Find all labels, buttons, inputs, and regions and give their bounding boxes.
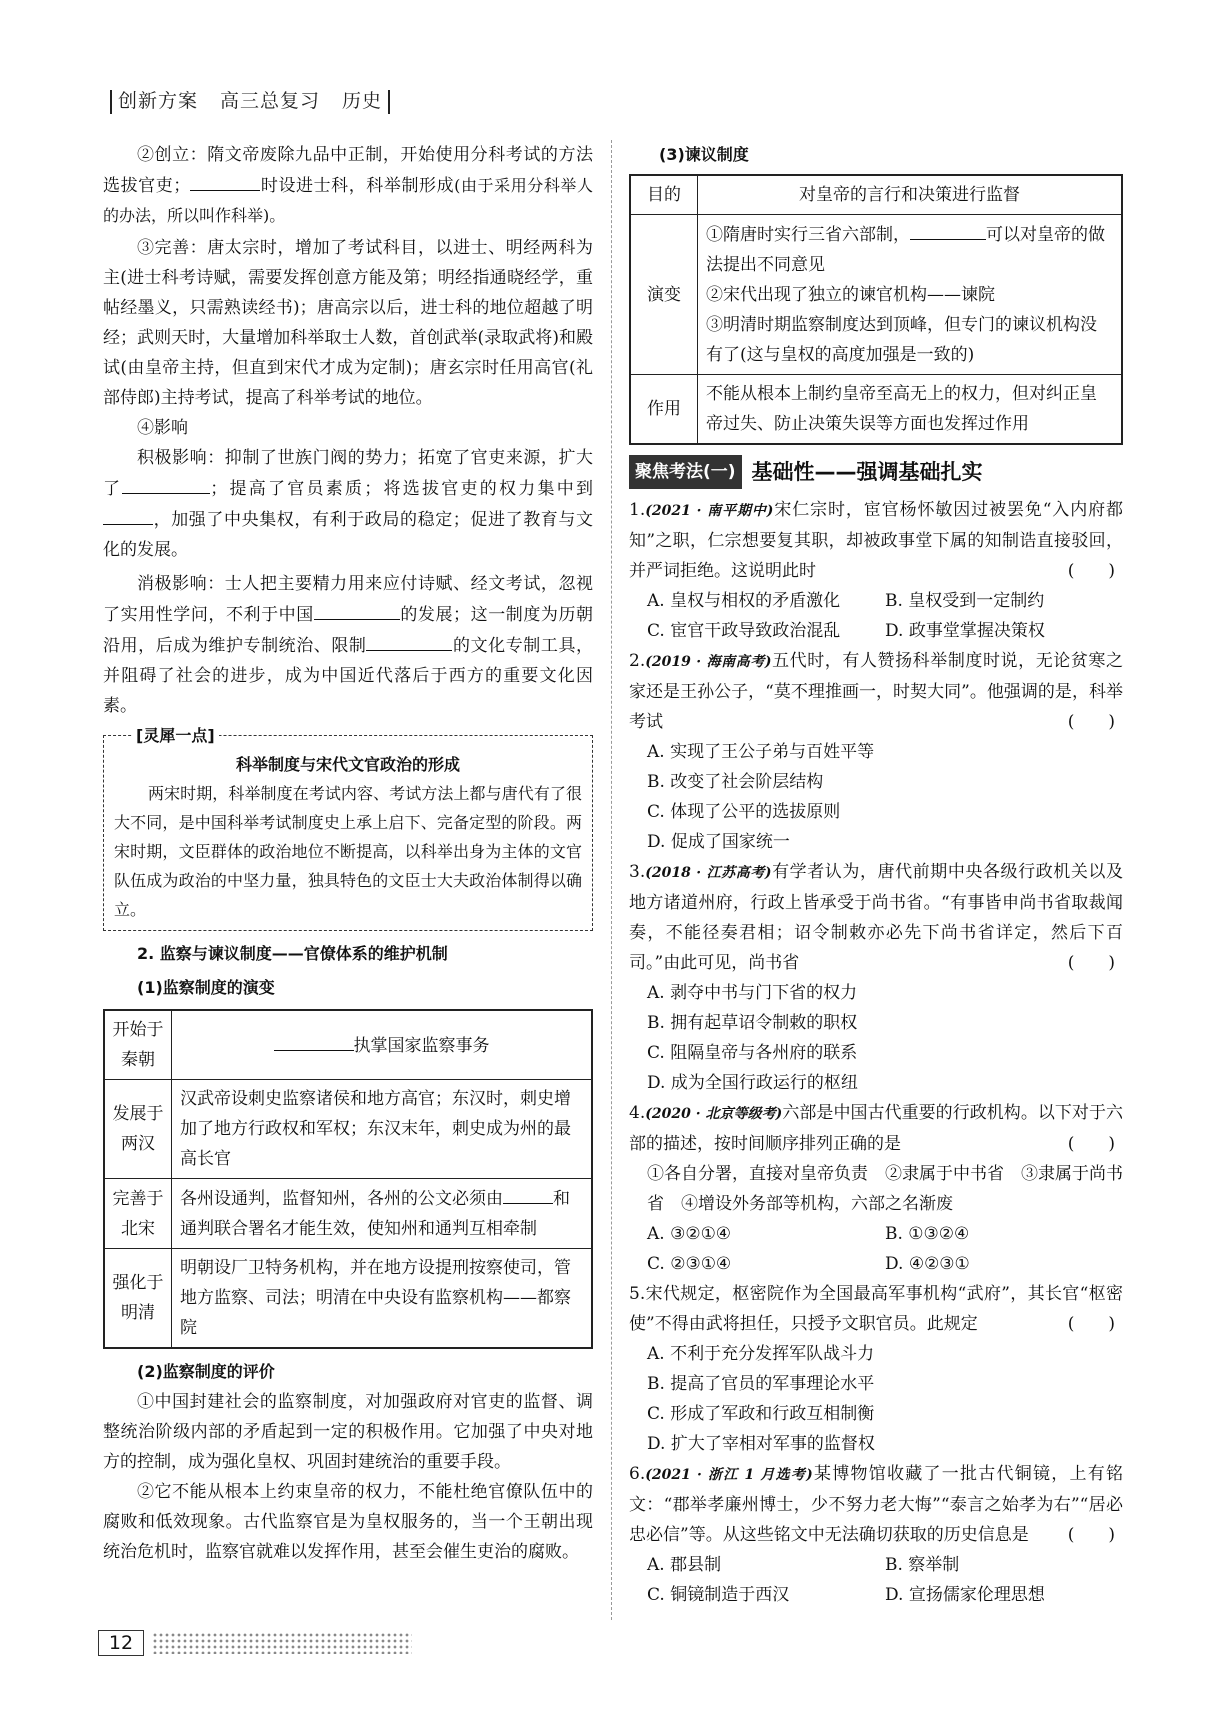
option-a[interactable]: A. 实现了王公子弟与百姓平等 — [647, 742, 875, 762]
header-bar-right — [388, 90, 390, 114]
option-d[interactable]: D. 扩大了宰相对军事的监督权 — [647, 1434, 875, 1454]
row-header: 强化于明清 — [104, 1249, 172, 1349]
question-6: 6.(2021 · 浙江 1 月选考)某博物馆收藏了一批古代铜镜，上有铭文：“郡举孝廉州博士，少不努力老大悔”“泰言之始孝为右”“居必忠必信”等。从这些铭文中无法确切获取的历史信息是 ( ) A. 郡县制 B. 察举制 C. 铜镜制造于西汉 D. 宣扬儒家伦理思想 — [629, 1459, 1123, 1610]
option-a[interactable]: A. ③②①④ — [647, 1224, 732, 1244]
option-b[interactable]: B. 拥有起草诏令制敕的职权 — [647, 1013, 858, 1033]
fill-blank[interactable] — [910, 219, 986, 240]
page-number: 12 — [98, 1630, 144, 1656]
paragraph-create: ②创立：隋文帝废除九品中正制，开始使用分科考试的方法选拔官吏； 时设进士科，科举制形成(由于采用分科举人的办法，所以叫作科举)。 — [103, 145, 593, 225]
table-row — [104, 1080, 592, 1179]
option-a[interactable]: A. 郡县制 — [647, 1555, 722, 1575]
row-header: 演变 — [630, 215, 698, 375]
row-header: 作用 — [630, 375, 698, 445]
row-content: 执掌国家监察事务 — [172, 1010, 593, 1080]
page-footer — [98, 1630, 412, 1656]
answer-paren[interactable]: ( ) — [1067, 561, 1115, 581]
option-a[interactable]: A. 皇权与相权的矛盾激化 — [647, 591, 841, 611]
answer-paren[interactable]: ( ) — [1067, 712, 1115, 732]
fill-blank[interactable] — [190, 170, 260, 191]
evaluation-2: ②它不能从根本上约束皇帝的权力，不能杜绝官僚队伍中的腐败和低效现象。古代监察官是为皇权服务的，当一个王朝出现统治危机时，监察官就难以发挥作用，甚至会催生吏治的腐败。 — [103, 1482, 593, 1562]
tip-title: 科举制度与宋代文官政治的形成 — [235, 755, 460, 774]
option-c[interactable]: C. 形成了军政和行政互相制衡 — [647, 1404, 875, 1424]
table-row — [104, 1179, 592, 1249]
fill-blank[interactable] — [366, 630, 452, 651]
row-header: 目的 — [630, 175, 698, 215]
option-d[interactable]: D. 政事堂掌握决策权 — [885, 621, 1045, 641]
option-d[interactable]: D. 成为全国行政运行的枢纽 — [647, 1073, 858, 1093]
option-b[interactable]: B. 提高了官员的军事理论水平 — [647, 1374, 875, 1394]
option-d[interactable]: D. 促成了国家统一 — [647, 832, 790, 852]
option-c[interactable]: C. 阻隔皇帝与各州府的联系 — [647, 1043, 858, 1063]
fill-blank[interactable] — [314, 599, 400, 620]
row-content: ①隋唐时实行三省六部制， 可以对皇帝的做法提出不同意见 ②宋代出现了独立的谏官机构——谏院 ③明清时期监察制度达到顶峰，但专门的谏议机构没有了(这与皇权的高度加强是一致的) — [698, 215, 1123, 375]
tip-tag: [灵犀一点] — [132, 721, 219, 750]
tip-box — [103, 726, 593, 931]
evaluation-1: ①中国封建社会的监察制度，对加强政府对官吏的监督、调整统治阶级内部的矛盾起到一定的积极作用。它加强了中央对地方的控制，成为强化皇权、巩固封建统治的重要手段。 — [103, 1392, 593, 1472]
answer-paren[interactable]: ( ) — [1067, 1525, 1115, 1545]
option-b[interactable]: B. 察举制 — [885, 1555, 960, 1575]
header-bar-left — [110, 90, 112, 114]
footer-dot-pattern — [152, 1632, 412, 1654]
row-content: 各州设通判，监督知州，各州的公文必须由 和通判联合署名才能生效，使知州和通判互相牵制 — [172, 1179, 593, 1249]
option-b[interactable]: B. 皇权受到一定制约 — [885, 591, 1045, 611]
section-title: 基础性——强调基础扎实 — [751, 460, 983, 484]
row-header: 发展于两汉 — [104, 1080, 172, 1179]
fill-blank[interactable] — [503, 1183, 553, 1204]
question-3: 3.(2018 · 江苏高考)有学者认为，唐代前期中央各级行政机关以及地方诸道州府，行政上皆承受于尚书省。“有事皆申尚书省取裁闻奏，不能径奏君相；诏令制敕亦必先下尚书省详定，然后下百司。”由此可见，尚书省 ( ) A. 剥夺中书与门下省的权力 B. 拥有起草诏令制敕的职权 C. 阻隔皇帝与各州府的联系 D. 成为全国行政运行的枢纽 — [629, 857, 1123, 1098]
section-badge: 聚焦考法(一) — [629, 455, 742, 489]
header-book: 高三总复习 — [220, 90, 321, 112]
section-3-title: (3)谏议制度 — [659, 145, 749, 164]
question-5: 5.宋代规定，枢密院作为全国最高军事机构“武府”，其长官“枢密使”不得由武将担任，只授予文职官员。此规定 ( ) A. 不利于充分发挥军队战斗力 B. 提高了官员的军事理论水平 C. 形成了军政和行政互相制衡 D. 扩大了宰相对军事的监督权 — [629, 1279, 1123, 1459]
question-items: ①各自分署，直接对皇帝负责 ②隶属于中书省 ③隶属于尚书省 ④增设外务部等机构，六部之名渐废 — [647, 1164, 1123, 1214]
table-row — [630, 175, 1122, 215]
option-c[interactable]: C. 铜镜制造于西汉 — [647, 1585, 790, 1605]
paragraph-positive: 积极影响：抑制了世族门阀的势力；拓宽了官吏来源，扩大了 ；提高了官员素质；将选拔官吏的权力集中到，加强了中央集权，有利于政局的稳定；促进了教育与文化的发展。 — [103, 448, 593, 560]
answer-paren[interactable]: ( ) — [1067, 1134, 1115, 1154]
header-brand: 创新方案 — [118, 90, 199, 112]
running-header — [104, 86, 396, 114]
row-header: 完善于北宋 — [104, 1179, 172, 1249]
row-content: 明朝设厂卫特务机构，并在地方设提刑按察使司，管地方监察、司法；明清在中央设有监察机构——都察院 — [172, 1249, 593, 1349]
section-2-1-title: (1)监察制度的演变 — [137, 978, 275, 997]
table-row — [630, 375, 1122, 445]
row-content: 汉武帝设刺史监察诸侯和地方高官；东汉时，刺史增加了地方行政权和军权；东汉末年，刺史成为州的最高长官 — [172, 1080, 593, 1179]
table-row — [104, 1249, 592, 1349]
section-2-2-title: (2)监察制度的评价 — [137, 1362, 275, 1381]
option-b[interactable]: B. ①③②④ — [885, 1224, 970, 1244]
header-subject: 历史 — [342, 90, 383, 112]
fill-blank[interactable] — [122, 473, 210, 494]
paragraph-improve: ③完善：唐太宗时，增加了考试科目，以进士、明经两科为主(进士科考诗赋，需要发挥创意方能及第；明经指通晓经学，重帖经墨义，只需熟读经书)；唐高宗以后，进士科的地位超越了明经；武则天时，大量增加科举取士人数，首创武举(录取武将)和殿试(由皇帝主持，但直到宋代才成为定制)；唐玄宗时任用高官(礼部侍郎)主持考试，提高了科举考试的地位。 — [103, 238, 593, 408]
tip-body: 两宋时期，科举制度在考试内容、考试方法上都与唐代有了很大不同，是中国科举考试制度史上承上启下、完备定型的阶段。两宋时期，文臣群体的政治地位不断提高，以科举出身为主体的文官队伍成为政治的中坚力量，独具特色的文臣士大夫政治体制得以确立。 — [114, 784, 582, 919]
row-content: 不能从根本上制约皇帝至高无上的权力，但对纠正皇帝过失、防止决策失误等方面也发挥过作用 — [698, 375, 1123, 445]
right-column — [629, 140, 1123, 1610]
option-d[interactable]: D. 宣扬儒家伦理思想 — [885, 1585, 1045, 1605]
option-b[interactable]: B. 改变了社会阶层结构 — [647, 772, 824, 792]
section-2-title: 2. 监察与谏议制度——官僚体系的维护机制 — [137, 944, 448, 963]
section-banner — [629, 455, 1123, 489]
answer-paren[interactable]: ( ) — [1067, 1314, 1115, 1334]
row-header: 开始于秦朝 — [104, 1010, 172, 1080]
paragraph-negative: 消极影响：士人把主要精力用来应付诗赋、经文考试，忽视了实用性学问，不利于中国 的发展；这一制度为历朝沿用，后成为维护专制统治、限制 的文化专制工具，并阻碍了社会的进步，成为中国近代落后于西方的重要文化因素。 — [103, 574, 594, 716]
answer-paren[interactable]: ( ) — [1067, 953, 1115, 973]
supervision-table — [103, 1009, 593, 1349]
remonstrance-table — [629, 174, 1123, 445]
table-row — [104, 1010, 592, 1080]
row-content: 对皇帝的言行和决策进行监督 — [698, 175, 1123, 215]
option-c[interactable]: C. 宦官干政导致政治混乱 — [647, 621, 841, 641]
fill-blank[interactable] — [103, 504, 153, 525]
question-4: 4.(2020 · 北京等级考)六部是中国古代重要的行政机构。以下对于六部的描述，按时间顺序排列正确的是 ( ) ①各自分署，直接对皇帝负责 ②隶属于中书省 ③隶属于尚书省 ④增设外务部等机构，六部之名渐废 A. ③②①④ B. ①③②④ C. ②③①④ D. ④②③① — [629, 1098, 1123, 1279]
paragraph-influence-title: ④影响 — [137, 418, 188, 438]
fill-blank[interactable] — [274, 1030, 354, 1051]
option-c[interactable]: C. 体现了公平的选拔原则 — [647, 802, 841, 822]
table-row — [630, 215, 1122, 375]
question-1: 1.(2021 · 南平期中)宋仁宗时，宦官杨怀敏因过被罢免“入内府都知”之职，仁宗想要复其职，却被政事堂下属的知制诰直接驳回，并严词拒绝。这说明此时 ( ) A. 皇权与相权的矛盾激化 B. 皇权受到一定制约 C. 宦官干政导致政治混乱 D. 政事堂掌握决策权 — [629, 495, 1123, 646]
option-a[interactable]: A. 不利于充分发挥军队战斗力 — [647, 1344, 875, 1364]
column-divider — [611, 140, 612, 1620]
option-a[interactable]: A. 剥夺中书与门下省的权力 — [647, 983, 858, 1003]
option-c[interactable]: C. ②③①④ — [647, 1254, 732, 1274]
left-column — [103, 140, 593, 1567]
question-2: 2.(2019 · 海南高考)五代时，有人赞扬科举制度时说，无论贫寒之家还是王孙公子，“莫不理推画一，时契大同”。他强调的是，科举考试 ( ) A. 实现了王公子弟与百姓平等 B. 改变了社会阶层结构 C. 体现了公平的选拔原则 D. 促成了国家统一 — [629, 646, 1123, 857]
option-d[interactable]: D. ④②③① — [885, 1254, 970, 1274]
